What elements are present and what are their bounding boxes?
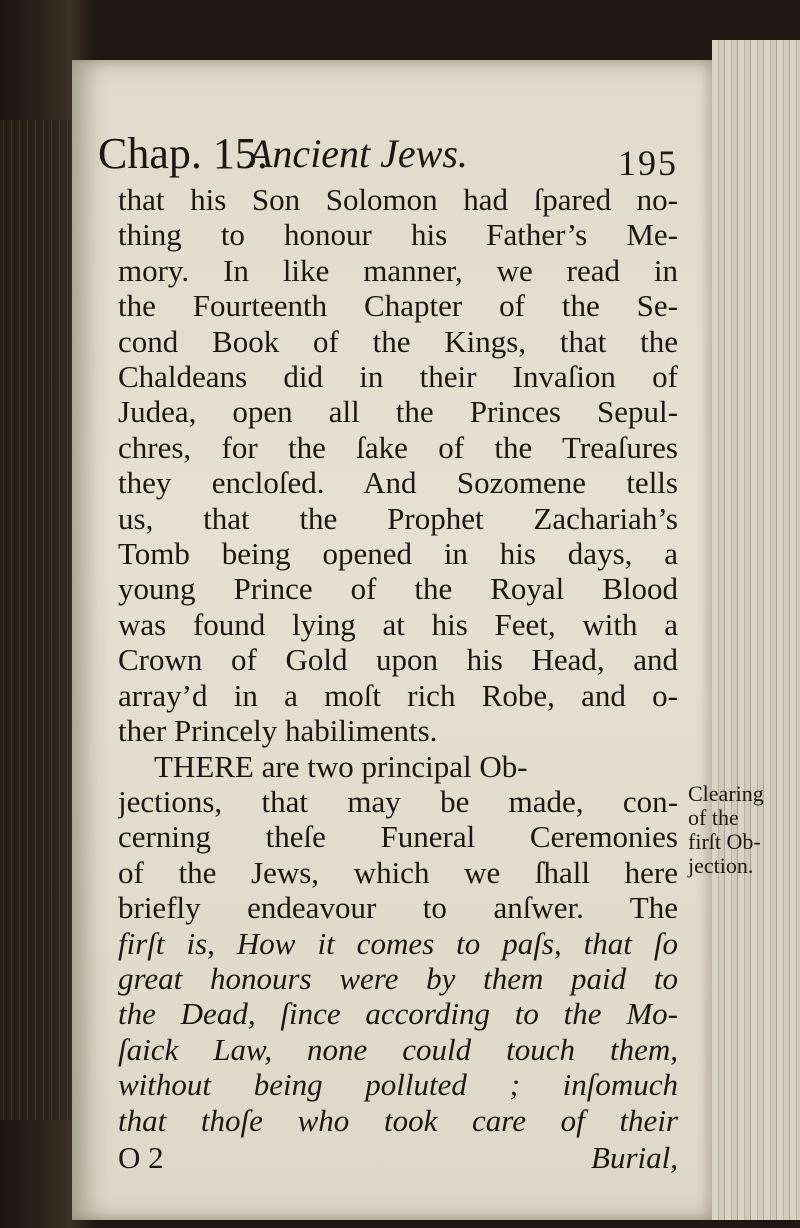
text-line: ſaick Law, none could touch them,	[118, 1031, 678, 1067]
page-footer	[118, 1140, 678, 1176]
text-line: Tomb being opened in his days, a	[118, 536, 678, 572]
text-line: chres, for the ſake of the Treaſures	[118, 429, 678, 465]
text-line: young Prince of the Royal Blood	[118, 571, 678, 607]
margin-note	[688, 782, 798, 878]
text-line: was found lying at his Feet, with a	[118, 606, 678, 642]
text-line-paragraph-start: THERE are two principal Ob-	[154, 748, 528, 784]
page-number: 195	[618, 143, 678, 183]
text-line: without being polluted ; inſomuch	[118, 1067, 678, 1103]
text-line: that his Son Solomon had ſpared no-	[118, 182, 678, 217]
text-line: the Fourteenth Chapter of the Se-	[118, 288, 678, 324]
text-line: Chaldeans did in their Invaſion of	[118, 359, 678, 395]
text-line: us, that the Prophet Zachariah’s	[118, 500, 678, 536]
text-line: jections, that may be made, con-	[118, 783, 678, 819]
text-line: firſt is, How it comes to paſs, that ſo	[118, 925, 678, 961]
text-line: mory. In like manner, we read in	[118, 252, 678, 288]
left-page-edge	[0, 120, 70, 1120]
text-line: great honours were by them paid to	[118, 960, 678, 996]
text-line: thing to honour his Father’s Me-	[118, 217, 678, 253]
body-text	[118, 182, 678, 1138]
text-line: they encloſed. And Sozomene tells	[118, 465, 678, 501]
text-line: of the Jews, which we ſhall here	[118, 854, 678, 890]
text-line: cerning theſe Funeral Ceremonies	[118, 819, 678, 855]
chapter-label: Chap. 15.	[98, 129, 268, 178]
text-line: ther Princely habiliments.	[118, 713, 438, 749]
page-edges	[712, 40, 800, 1220]
margin-note-line: Clearing	[688, 781, 764, 806]
signature-mark: O 2	[118, 1140, 164, 1175]
text-line: that thoſe who took care of their	[118, 1102, 678, 1138]
margin-note-line: jection.	[688, 853, 754, 878]
margin-note-line: of the	[688, 805, 739, 830]
running-title: Ancient Jews.	[248, 131, 468, 176]
text-line: Judea, open all the Princes Sepul-	[118, 394, 678, 430]
text-line: briefly endeavour to anſwer. The	[118, 890, 678, 926]
text-line: cond Book of the Kings, that the	[118, 323, 678, 359]
text-line: array’d in a moſt rich Robe, and o-	[118, 677, 678, 713]
page-header	[98, 128, 678, 183]
catchword: Burial,	[591, 1140, 678, 1175]
margin-note-line: firſt Ob-	[688, 829, 761, 854]
text-line: Crown of Gold upon his Head, and	[118, 642, 678, 678]
text-line: the Dead, ſince according to the Mo-	[118, 996, 678, 1032]
